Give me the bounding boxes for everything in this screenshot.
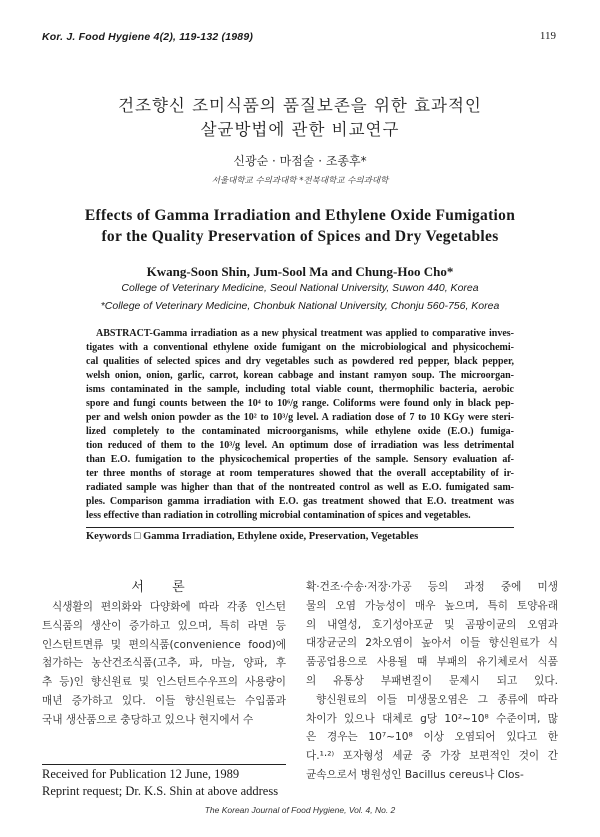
- body-text-line: 물의 오염 가능성이 매우 높으며, 특히 토양유래: [306, 599, 558, 612]
- body-left-column: [42, 598, 286, 730]
- body-text-line: 의 유통상 부패변질이 문제시 되고 있다.: [306, 674, 558, 687]
- body-text-line: 균속으로서 병원성인 Bacillus cereus나 Clos-: [306, 768, 524, 781]
- abstract-line: ter three months of storage at room temperatures showed that the overall acceptability of ir-: [86, 468, 514, 479]
- abstract-line: less effective than radiation in cotrolling microbial contamination of spices and vegetables.: [86, 510, 471, 521]
- english-title-line-2: for the Quality Preservation of Spices and Dry Vegetables: [101, 228, 499, 245]
- abstract-line: tigates with a conventional ethylene oxide fumigant on the microbiological and physicochemi-: [86, 342, 514, 353]
- body-text-line: 확·건조·수송·저장·가공 등의 과정 중에 미생: [306, 581, 558, 593]
- body-text-line: 추 등)인 향신원료 및 인스턴트수우프의 사용량이: [42, 676, 286, 689]
- body-text-line: 의 내열성, 호기성아포균 및 곰팡이균의 오염과: [306, 618, 558, 631]
- abstract-line: per and welsh onion powder as the 10² to 10³/g level. A radiation dose of 7 to 10 KGy were steri-: [86, 412, 514, 423]
- affiliation-seoul: College of Veterinary Medicine, Seoul National University, Suwon 440, Korea: [121, 282, 479, 294]
- body-text-line: 은 경우는 10⁷~10⁸ 이상 오염되어 있다고 한: [306, 731, 558, 744]
- abstract: [86, 327, 514, 523]
- body-text-line: 차이가 있으나 대체로 g당 10²~10⁸ 수준이며, 많: [306, 712, 558, 725]
- body-right-column: [306, 578, 558, 785]
- page-number: 119: [539, 30, 556, 42]
- abstract-line: ples. Comparison gamma irradiation with E.O. gas treatment showed that E.O. treatment was: [86, 496, 514, 507]
- affiliation-marker: *: [100, 300, 105, 312]
- affiliation-chonbuk: [0, 300, 600, 312]
- abstract-line: than E.O. fumigation to the physicochemical properties of the sample. Sensory evaluation af-: [86, 454, 514, 465]
- journal-citation: Kor. J. Food Hygiene 4(2), 119-132 (1989): [42, 31, 254, 43]
- abstract-line: isms contaminated in the sample, including total viable count, thermophilic bacteria, aerobic: [86, 384, 514, 395]
- journal-footer: The Korean Journal of Food Hygiene, Vol. 4, No. 2: [204, 805, 396, 815]
- body-text-line: 매년 증가하고 있다. 이들 향신원료는 수입품과: [42, 694, 286, 707]
- footnote-reprint: Reprint request; Dr. K.S. Shin at above address: [42, 784, 279, 798]
- body-text-line: 다.¹·²⁾ 포자형성 세균 중 가장 보편적인 것이 간: [306, 750, 558, 763]
- section-heading-introduction: 서 론: [131, 580, 197, 595]
- affiliation-chonbuk-text: College of Veterinary Medicine, Chonbuk National University, Chonju 560-756, Korea: [104, 300, 500, 312]
- body-text-line: 첨가하는 농산건조식품(고추, 파, 마늘, 양파, 후: [42, 657, 286, 670]
- body-text-line: 국내 생산품으로 충당하고 있으나 현지에서 수: [42, 713, 254, 726]
- abstract-line: ABSTRACT-Gamma irradiation as a new physical treatment was applied to comparative inves-: [96, 328, 514, 339]
- body-text-line: 인스턴트면류 및 편의식품(convenience food)에: [42, 638, 286, 651]
- body-text-line: 트식품의 생산이 증가하고 있으며, 특히 라면 등: [42, 619, 286, 632]
- english-title-line-1: Effects of Gamma Irradiation and Ethylene Oxide Fumigation: [84, 207, 516, 224]
- abstract-line: radiated sample was higher than that of the nontreated control as well as E.O. fumigated sam-: [86, 482, 514, 493]
- korean-authors: 신광순 · 마점술 · 조종후*: [233, 154, 367, 168]
- english-authors: Kwang-Soon Shin, Jum-Sool Ma and Chung-Hoo Cho*: [146, 264, 454, 279]
- footnote-received: Received for Publication 12 June, 1989: [42, 767, 240, 781]
- body-text-line: 향신원료의 이들 미생물오염은 그 종류에 따라: [316, 693, 558, 706]
- abstract-line: lized completely to the contaminated microorganisms, while ethylene oxide (E.O.) fumiga-: [86, 426, 514, 437]
- korean-title-line-2: 살균방법에 관한 비교연구: [200, 120, 400, 139]
- abstract-line: tion reduced of them to the 10³/g level. An optimum dose of irradiation was less detrimental: [86, 440, 514, 451]
- body-text-line: 식생활의 편의화와 다양화에 따라 각종 인스턴: [52, 601, 286, 613]
- abstract-line: cal qualities of selected spices and dry vegetables such as powdered red pepper, black pepper,: [86, 356, 514, 367]
- body-text-line: 대장균군의 2차오염이 높아서 이들 향신원료가 식: [306, 637, 558, 650]
- keywords-divider: [86, 527, 514, 528]
- abstract-line: spore and fungi counts between the 10⁴ to 10⁶/g range. Coliforms were found only in black pep-: [86, 398, 514, 409]
- footnote-divider: [42, 764, 286, 765]
- abstract-line: welsh onion, onion, garlic, carrot, korean cabbage and instant ramyon soup. The microorgan-: [86, 370, 514, 381]
- korean-title-line-1: 건조향신 조미식품의 품질보존을 위한 효과적인: [118, 96, 482, 115]
- keywords: Keywords □ Gamma Irradiation, Ethylene oxide, Preservation, Vegetables: [86, 531, 419, 542]
- korean-affiliations: 서울대학교 수의과대학 *전북대학교 수의과대학: [211, 176, 389, 186]
- body-text-line: 품공업용으로 사용될 때 부패의 유기체로서 식품: [306, 656, 558, 669]
